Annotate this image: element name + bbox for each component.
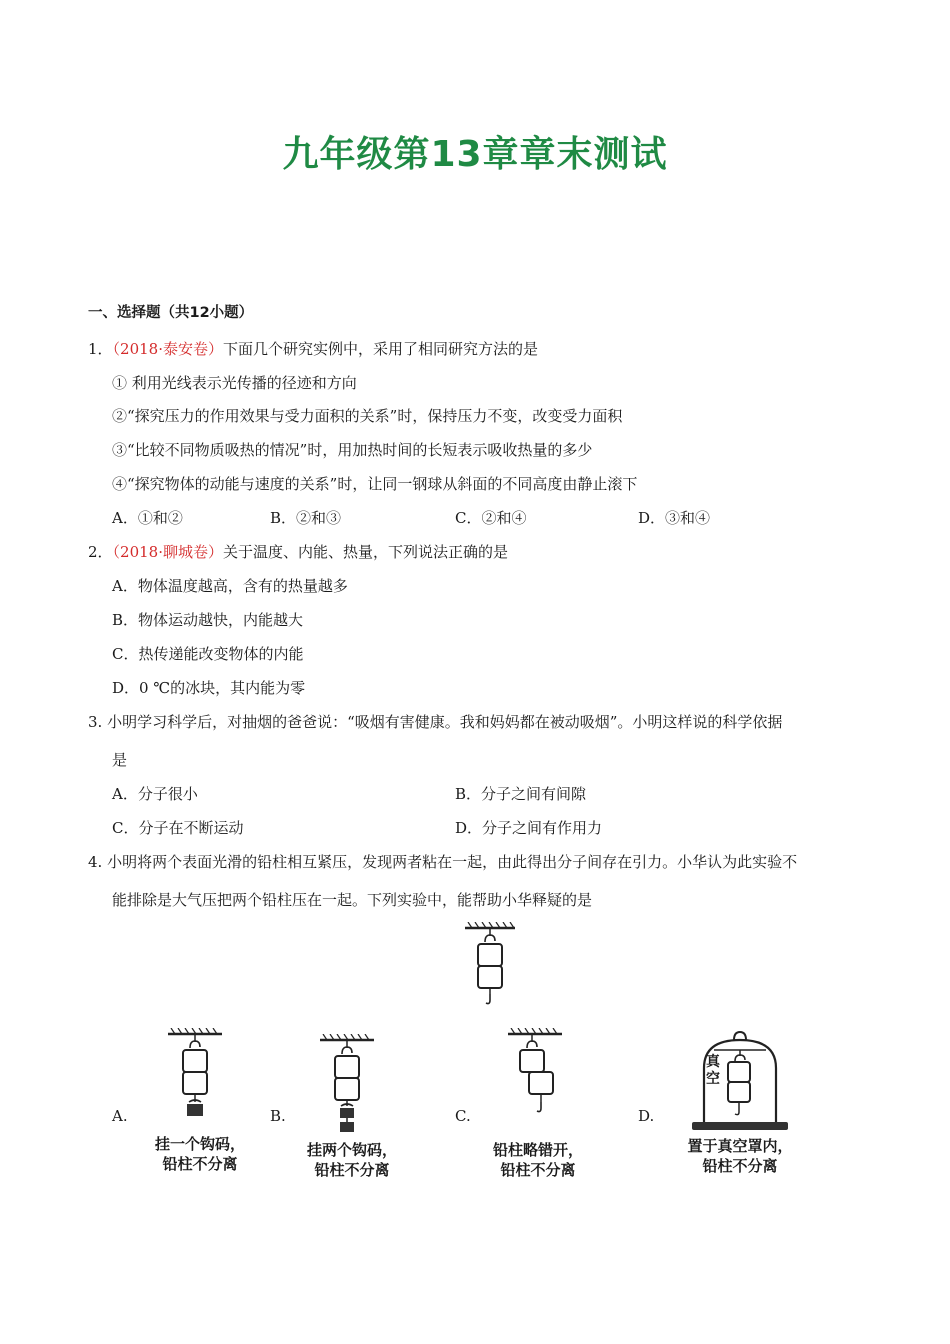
question-source: （2018·聊城卷） (112, 543, 223, 561)
question-4-cont: 能排除是大气压把两个铅柱压在一起。下列实验中，能帮助小华释疑的是 (112, 891, 593, 909)
option-a-caption (140, 1134, 260, 1174)
caption-line-1: 置于真空罩内， (687, 1137, 793, 1155)
q1-option-b: B．②和③ (270, 509, 342, 527)
caption-line-2: 铅柱不分离 (702, 1157, 778, 1175)
option-b-caption (292, 1140, 412, 1180)
vacuum-label-char-1: 真 (706, 1054, 720, 1070)
question-source: （2018·泰安卷） (112, 340, 223, 358)
question-stem: 下面几个研究实例中，采用了相同研究方法的是 (223, 340, 539, 358)
q1-item-1: ① 利用光线表示光传播的径迹和方向 (112, 374, 357, 392)
q1-item-4: ④“探究物体的动能与速度的关系”时，让同一钢球从斜面的不同高度由静止滚下 (112, 475, 638, 493)
caption-line-2: 铅柱不分离 (500, 1161, 576, 1179)
q1-item-2: ②“探究压力的作用效果与受力面积的关系”时，保持压力不变，改变受力面积 (112, 407, 623, 425)
question-stem: 小明将两个表面光滑的铅柱相互紧压，发现两者粘在一起，由此得出分子间存在引力。小华认为此实验不 (107, 853, 798, 871)
option-d-caption (672, 1136, 808, 1176)
option-c-figure (500, 1028, 570, 1124)
q3-option-c: C．分子在不断运动 (112, 819, 244, 837)
question-stem: 小明学习科学后，对抽烟的爸爸说：“吸烟有害健康。我和妈妈都在被动吸烟”。小明这样说的科学依据 (107, 713, 783, 731)
question-3 (88, 712, 782, 732)
caption-line-2: 铅柱不分离 (162, 1155, 238, 1173)
question-number: 3. (88, 713, 103, 731)
q1-option-c: C．②和④ (455, 509, 527, 527)
question-number: 2． (88, 543, 113, 561)
q3-option-a: A．分子很小 (112, 785, 198, 803)
q2-option-d: D．0 ℃的冰块，其内能为零 (112, 679, 306, 697)
question-4 (88, 852, 797, 872)
question-stem: 关于温度、内能、热量，下列说法正确的是 (223, 543, 509, 561)
question-2 (88, 542, 508, 562)
caption-line-1: 挂两个钩码， (306, 1141, 397, 1159)
q2-option-c: C．热传递能改变物体的内能 (112, 645, 304, 663)
caption-line-1: 铅柱略错开， (492, 1141, 583, 1159)
q2-option-b: B．物体运动越快，内能越大 (112, 611, 304, 629)
lead-cylinders-figure (455, 922, 525, 1008)
question-1 (88, 339, 538, 359)
option-a-figure (160, 1028, 230, 1124)
q3-option-b: B．分子之间有间隙 (455, 785, 587, 803)
caption-line-2: 铅柱不分离 (314, 1161, 390, 1179)
q1-option-a: A．①和② (112, 509, 183, 527)
q2-option-a: A．物体温度越高，含有的热量越多 (112, 577, 348, 595)
q3-option-d: D．分子之间有作用力 (455, 819, 603, 837)
option-d-figure (688, 1028, 792, 1132)
option-c-caption (478, 1140, 598, 1180)
question-number: 1． (88, 340, 113, 358)
option-b-figure (312, 1034, 382, 1138)
q4-option-b-label: B. (270, 1107, 286, 1125)
question-3-cont: 是 (112, 751, 128, 769)
caption-line-1: 挂一个钩码， (154, 1135, 245, 1153)
page-title: 九年级第13章章末测试 (282, 134, 668, 175)
q4-option-a-label: A. (112, 1107, 128, 1125)
question-number: 4. (88, 853, 103, 871)
vacuum-label (706, 1054, 720, 1088)
q4-option-d-label: D. (638, 1107, 655, 1125)
q4-option-c-label: C. (455, 1107, 471, 1125)
q1-option-d: D．③和④ (638, 509, 711, 527)
section-heading: 一、选择题（共12小题） (88, 305, 254, 321)
vacuum-label-char-2: 空 (706, 1071, 720, 1087)
q1-item-3: ③“比较不同物质吸热的情况”时，用加热时间的长短表示吸收热量的多少 (112, 441, 593, 459)
